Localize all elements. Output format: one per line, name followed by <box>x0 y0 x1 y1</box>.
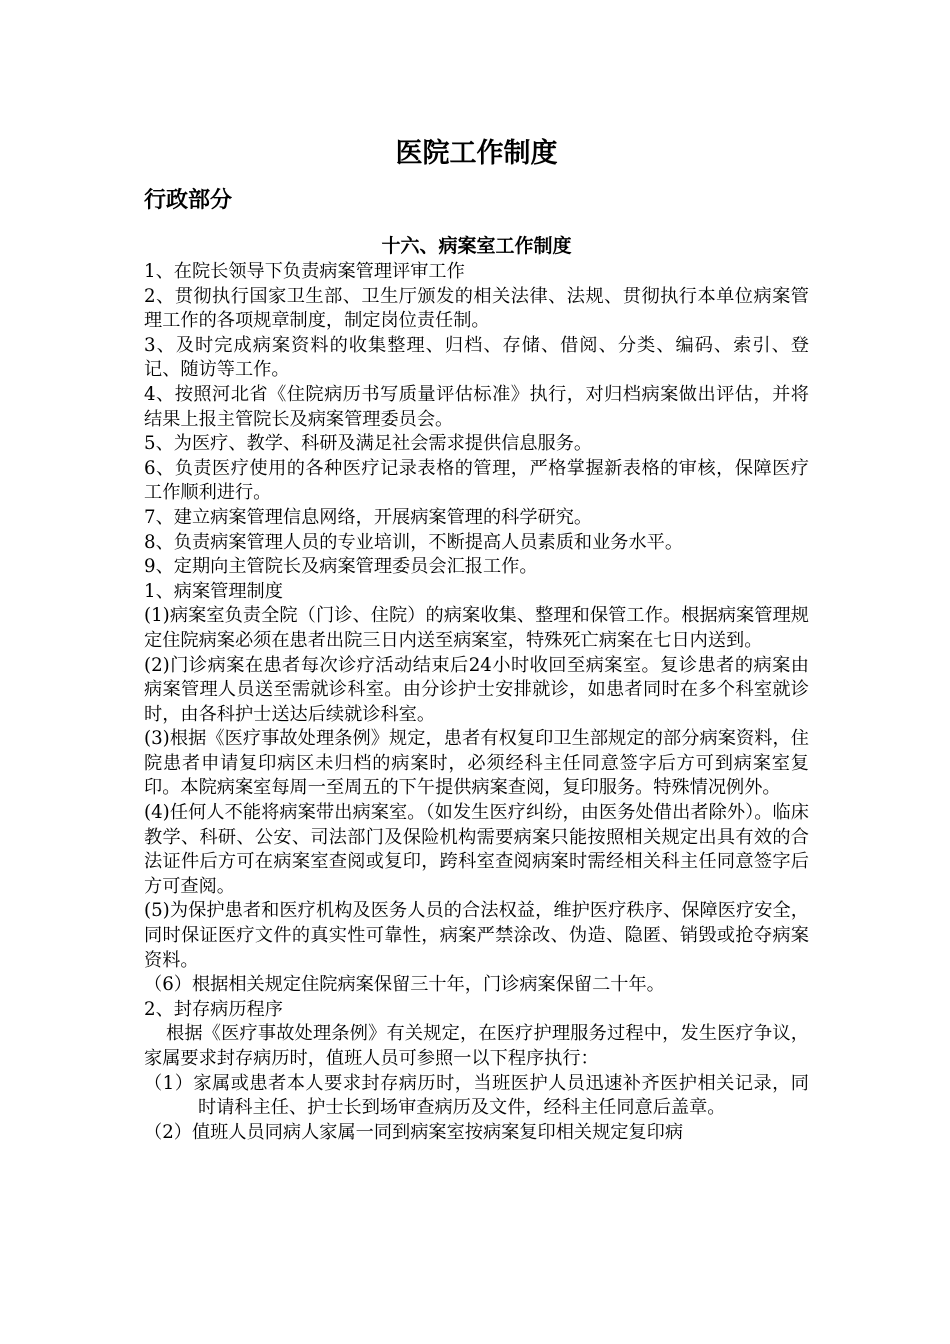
paragraph: 1、在院长领导下负责病案管理评审工作 <box>144 261 465 282</box>
document-page <box>144 128 809 1145</box>
paragraph: （6）根据相关规定住院病案保留三十年，门诊病案保留二十年。 <box>144 974 665 996</box>
paragraph: 根据《医疗事故处理条例》有关规定，在医疗护理服务过程中，发生医疗争议，家属要求封存病历时，值班人员可参照一以下程序执行： <box>144 1023 809 1069</box>
paragraph-list <box>144 260 809 1145</box>
paragraph: （1）家属或患者本人要求封存病历时，当班医护人员迅速补齐医护相关记录，同时请科主任、护士长到场审查病历及文件，经科主任同意后盖章。 <box>144 1072 809 1119</box>
paragraph: （2）值班人员同病人家属一同到病案室按病案复印相关规定复印病 <box>144 1121 684 1143</box>
paragraph: 5、为医疗、教学、科研及满足社会需求提供信息服务。 <box>144 433 593 455</box>
paragraph: 1、病案管理制度 <box>144 580 283 602</box>
paragraph: 4、按照河北省《住院病历书写质量评估标准》执行，对归档病案做出评估，并将结果上报主管院长及病案管理委员会。 <box>144 383 809 430</box>
paragraph: (3)根据《医疗事故处理条例》规定，患者有权复印卫生部规定的部分病案资料，住院患者申请复印病区未归档的病案时，必须经科主任同意签字后方可到病案室复印。本院病案室每周一至周五的下午提供病案查阅，复印服务。特殊情况例外。 <box>144 728 809 799</box>
paragraph: 9、定期向主管院长及病案管理委员会汇报工作。 <box>144 556 538 578</box>
paragraph: 2、贯彻执行国家卫生部、卫生厅颁发的相关法律、法规、贯彻执行本单位病案管理工作的各项规章制度，制定岗位责任制。 <box>144 285 809 332</box>
paragraph: (5)为保护患者和医疗机构及医务人员的合法权益，维护医疗秩序、保障医疗安全，同时保证医疗文件的真实性可靠性，病案严禁涂改、伪造、隐匿、销毁或抢夺病案资料。 <box>144 900 809 971</box>
paragraph: 2、封存病历程序 <box>144 998 283 1020</box>
paragraph: 6、负责医疗使用的各种医疗记录表格的管理，严格掌握新表格的审核，保障医疗工作顺利进行。 <box>144 457 809 504</box>
paragraph: (1)病案室负责全院（门诊、住院）的病案收集、整理和保管工作。根据病案管理规定住院病案必须在患者出院三日内送至病案室，特殊死亡病案在七日内送到。 <box>144 605 809 651</box>
paragraph: 3、及时完成病案资料的收集整理、归档、存储、借阅、分类、编码、索引、登记、随访等工作。 <box>144 334 809 381</box>
document-title: 医院工作制度 <box>395 138 558 169</box>
paragraph: 7、建立病案管理信息网络，开展病案管理的科学研究。 <box>144 506 593 528</box>
chapter-subtitle: 十六、病案室工作制度 <box>381 235 572 257</box>
section-title: 行政部分 <box>144 188 233 213</box>
paragraph: 8、负责病案管理人员的专业培训，不断提高人员素质和业务水平。 <box>144 531 684 553</box>
paragraph: (2)门诊病案在患者每次诊疗活动结束后24小时收回至病案室。复诊患者的病案由病案管理人员送至需就诊科室。由分诊护士安排就诊，如患者同时在多个科室就诊时，由各科护士送达后续就诊科室。 <box>144 654 809 725</box>
paragraph: (4)任何人不能将病案带出病案室。（如发生医疗纠纷，由医务处借出者除外）。临床教学、科研、公安、司法部门及保险机构需要病案只能按照相关规定出具有效的合法证件后方可在病案室查阅或复印，跨科室查阅病案时需经相关科主任同意签字后方可查阅。 <box>144 802 809 897</box>
